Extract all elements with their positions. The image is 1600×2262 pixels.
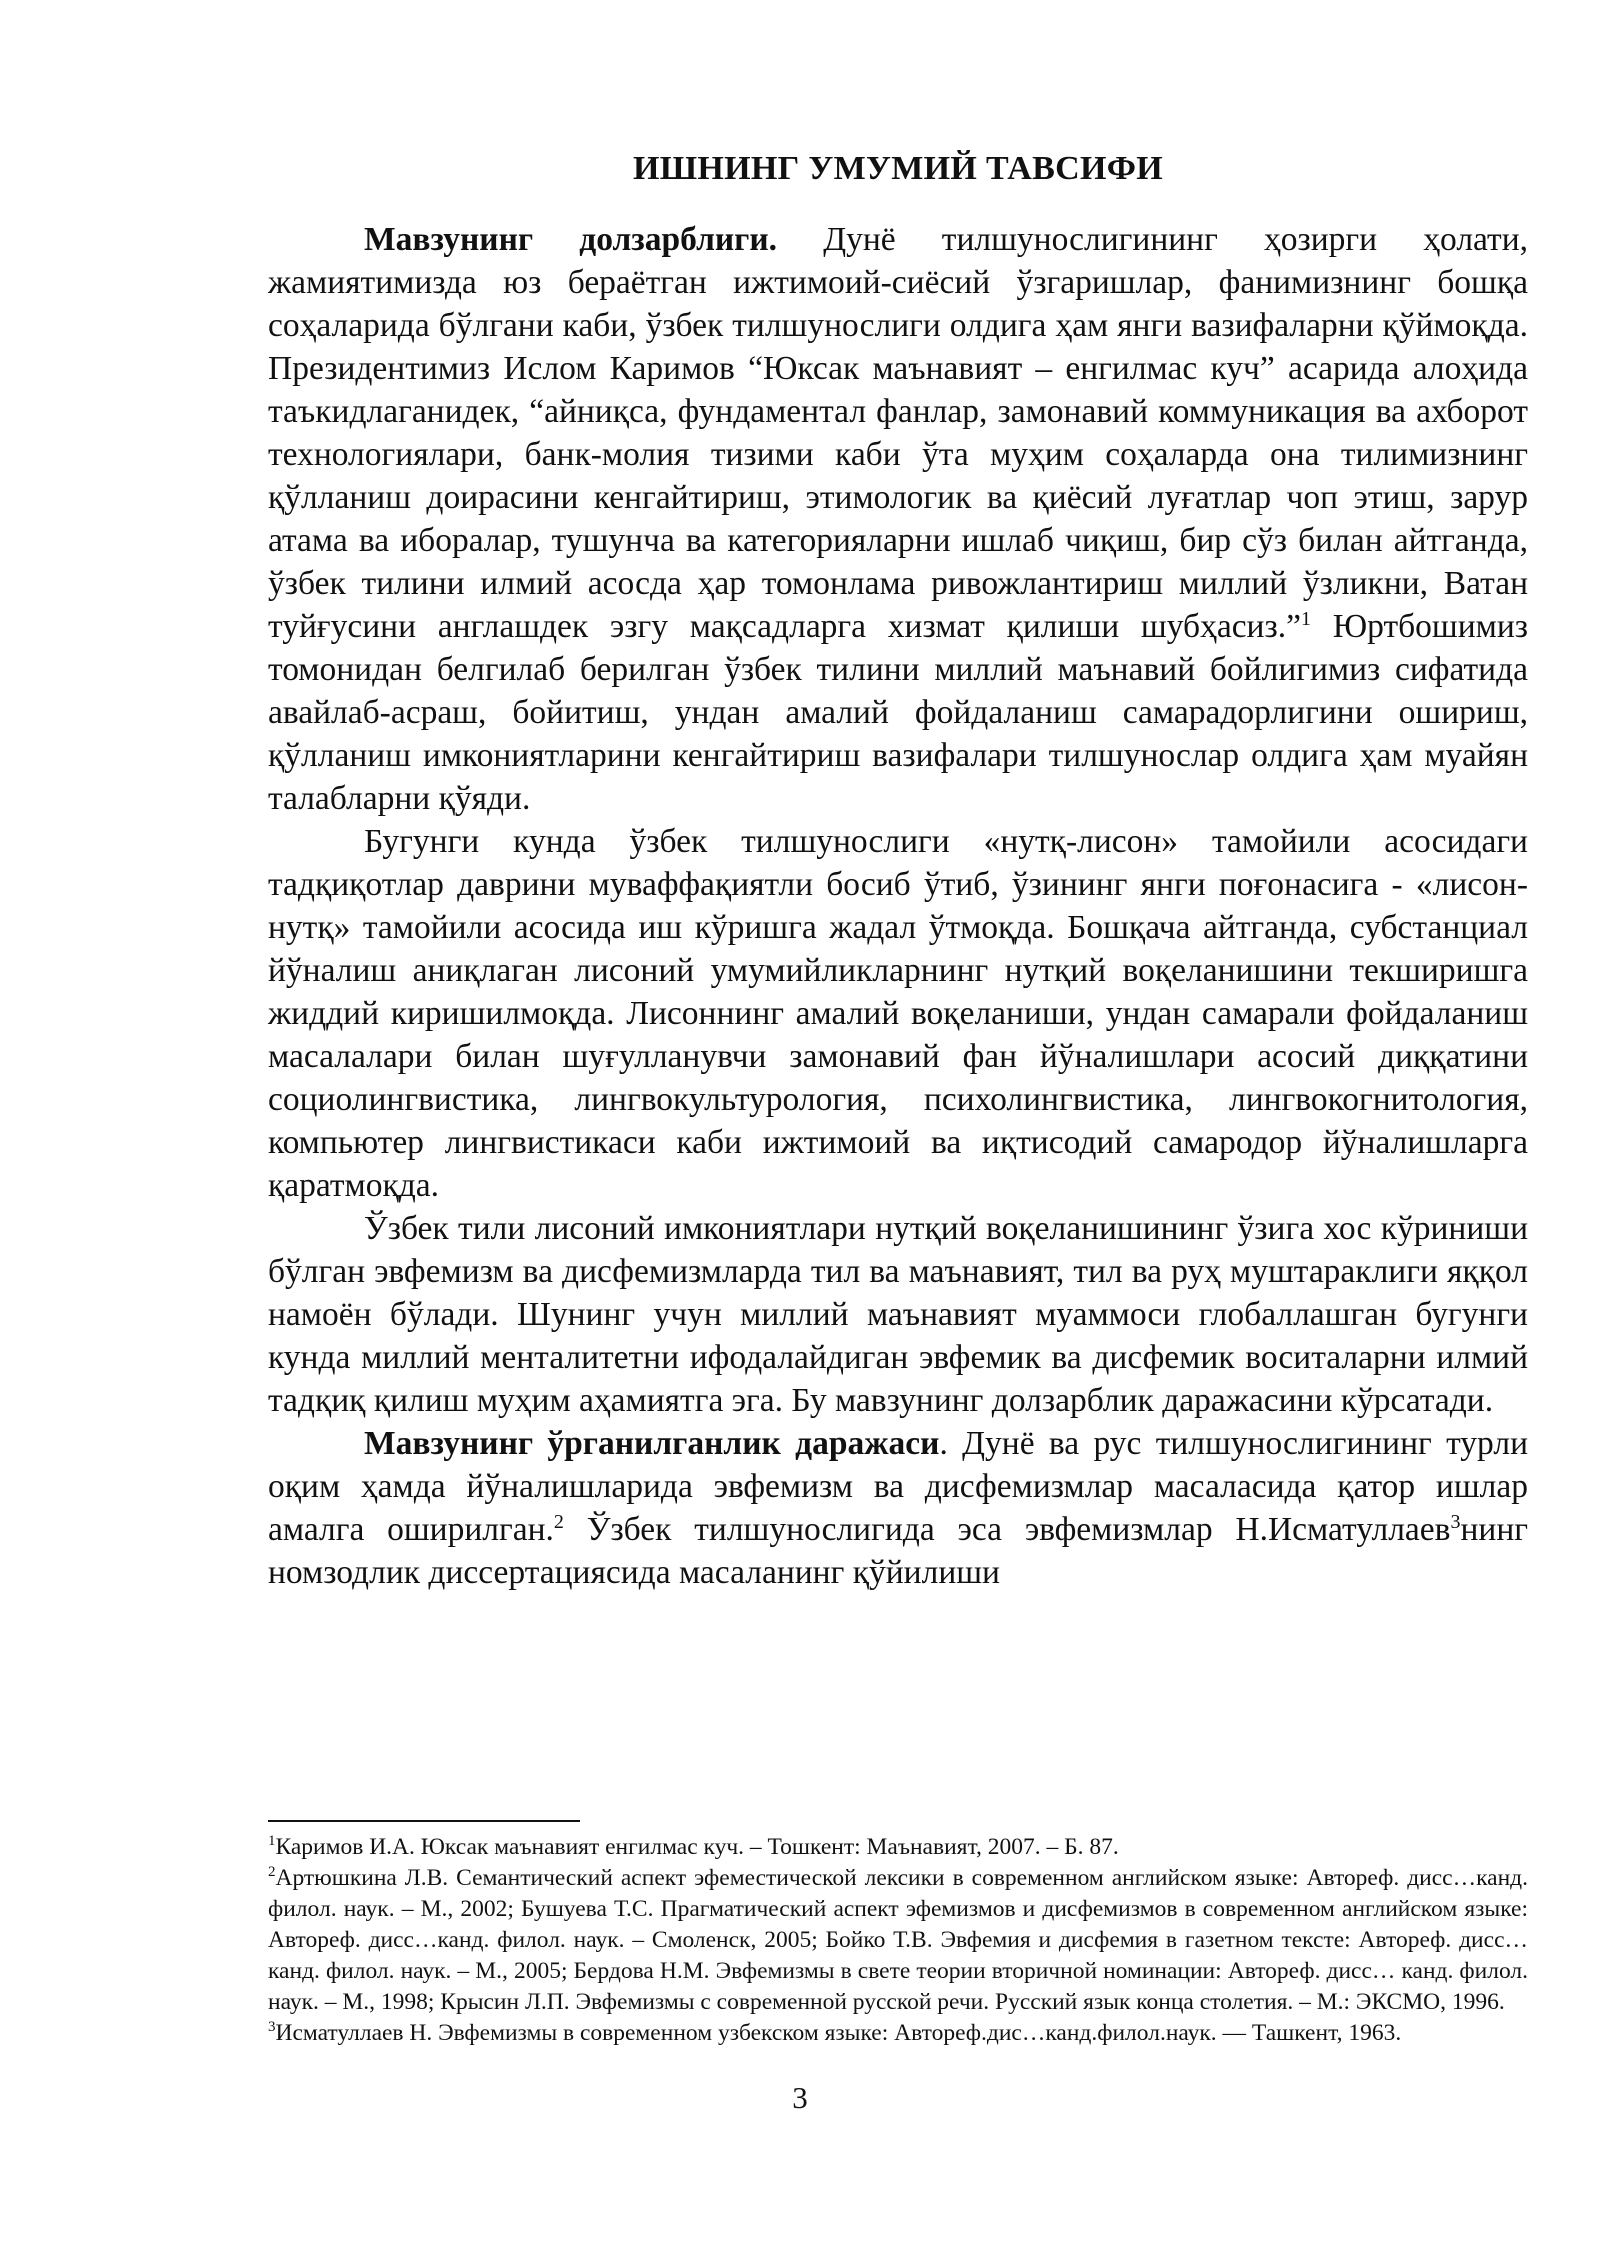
paragraph-lead: Мавзунинг долзарблиги. [364, 221, 778, 258]
paragraph-text: Ўзбек тили лисоний имкониятлари нутқий воқеланишининг ўзига хос кўриниши бўлган эвфемизм ва дисфемизмларда тил ва маънавият, тил ва руҳ муштараклиги яққол намоён бўлади. Шунинг учун миллий маънавият муаммоси глобаллашган бугунги кунда миллий менталитетни ифодалайдиган эвфемик ва дисфемик воситаларни илмий тадқиқ қилиш муҳим аҳамиятга эга. Бу мавзунинг долзарблик даражасини кўрсатади. [268, 1210, 1528, 1419]
paragraph-text: . Дунё ва рус тилшунослигининг турли оқим ҳамда йўналишларида эвфемизм ва дисфемизмлар масаласида қатор ишлар амалга оширилган. [268, 1425, 1528, 1548]
paragraph-text: нинг номзодлик диссертациясида масаланинг қўйилиши [268, 1511, 1528, 1591]
paragraph-text: Бугунги кунда ўзбек тилшунослиги «нутқ-лисон» тамойили асосидаги тадқиқотлар даврини муваффақиятли босиб ўтиб, ўзининг янги поғонасига - «лисон-нутқ» тамойили асосида иш кўришга жадал ўтмоқда. Бошқача айтганда, субстанциал йўналиш аниқлаган лисоний умумийликларнинг нутқий воқеланишини текширишга жиддий киришилмоқда. Лисоннинг амалий воқеланиши, ундан самарали фойдаланиш масалалари билан шуғулланувчи замонавий фан йўналишлари асосий диққатини социолингвистика, лингвокультурология, психолингвистика, лингвокогнитология, компьютер лингвистикаси каби ижтимоий ва иқтисодий самародор йўналишларга қаратмоқда. [268, 823, 1528, 1204]
footnote-item [268, 2018, 1528, 2049]
paragraph-text: Дунё тилшунослигининг ҳозирги ҳолати, жамиятимизда юз бераётган ижтимоий-сиёсий ўзгаришлар, фанимизнинг бошқа соҳаларида бўлгани каби, ўзбек тилшунослиги олдига ҳам янги вазифаларни қўймоқда. Президентимиз Ислом Каримов “Юксак маънавият – енгилмас куч” асарида алоҳида таъкидлаганидек, “айниқса, фундаментал фанлар, замонавий коммуникация ва ахборот технологиялари, банк-молия тизими каби ўта муҳим соҳаларда она тилимизнинг қўлланиш доирасини кенгайтириш, этимологик ва қиёсий луғатлар чоп этиш, зарур атама ва иборалар, тушунча ва категорияларни ишлаб чиқиш, бир сўз билан айтганда, ўзбек тилини илмий асосда ҳар томонлама ривожлантириш миллий ўзликни, Ватан туйғусини англашдек эзгу мақсадларга хизмат қилиши шубҳасиз.” [268, 221, 1528, 645]
paragraph-text: Ўзбек тилшунослигида эса эвфемизмлар Н.Исматуллаев [563, 1511, 1451, 1548]
paragraph-study-degree [268, 1422, 1528, 1594]
footnote-number: 2 [268, 1864, 276, 1881]
footnote-number: 3 [268, 2019, 276, 2036]
footnote-separator [268, 1820, 580, 1822]
footnotes [268, 1832, 1528, 2049]
footnote-item [268, 1863, 1528, 2018]
page-number: 3 [792, 2080, 808, 2115]
footnote-text: Исматуллаев Н. Эвфемизмы в современном узбекском языке: Автореф.дис…канд.филол.наук. — Ташкент, 1963. [275, 2020, 1402, 2046]
page-body [268, 150, 1528, 1594]
paragraph-euphemism [268, 1207, 1528, 1422]
paragraph-relevance [268, 218, 1528, 820]
footnote-number: 1 [268, 1833, 276, 1850]
footnote-ref: 1 [1300, 607, 1311, 630]
footnote-text: Каримов И.А. Юксак маънавият енгилмас куч. – Тошкент: Маънавият, 2007. – Б. 87. [275, 1834, 1119, 1860]
footnote-ref: 2 [553, 1510, 564, 1533]
paragraph-lead: Мавзунинг ўрганилганлик даражаси [364, 1425, 940, 1462]
paragraph-today [268, 820, 1528, 1207]
page-title: ИШНИНГ УМУМИЙ ТАВСИФИ [633, 150, 1163, 187]
paragraph-text: Юртбошимиз томонидан белгилаб берилган ўзбек тилини миллий маънавий бойлигимиз сифатида авайлаб-асраш, бойитиш, ундан амалий фойдаланиш самарадорлигини ошириш, қўлланиш имкониятларини кенгайтириш вазифалари тилшунослар олдига ҳам муайян талабларни қўяди. [268, 608, 1528, 817]
footnote-text: Артюшкина Л.В. Семантический аспект эфеместической лексики в современном английском языке: Автореф. дисс…канд. филол. наук. – М., 2002; Бушуева Т.С. Прагматический аспект эфемизмов и дисфемизмов в современном английском языке: Автореф. дисс…канд. филол. наук. – Смоленск, 2005; Бойко Т.В. Эвфемия и дисфемия в газетном тексте: Автореф. дисс…канд. филол. наук. – М., 2005; Бердова Н.М. Эвфемизмы в свете теории вторичной номинации: Автореф. дисс… канд. филол. наук. – М., 1998; Крысин Л.П. Эвфемизмы с современной русской речи. Русский язык конца столетия. – М.: ЭКСМО, 1996. [268, 1865, 1528, 2015]
footnote-ref: 3 [1450, 1510, 1461, 1533]
footnote-item [268, 1832, 1528, 1863]
